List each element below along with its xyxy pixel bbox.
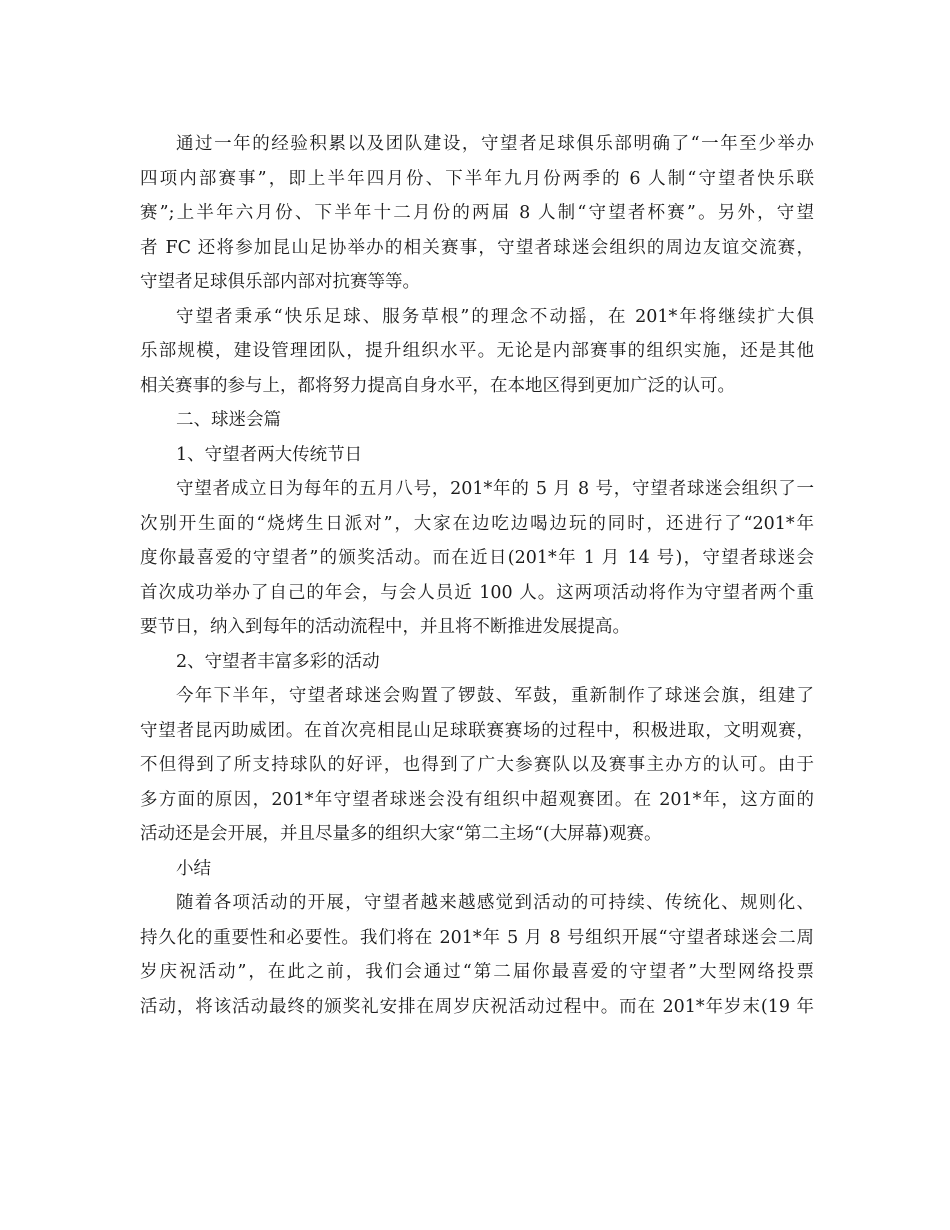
paragraph-3-line-1: 守望者成立日为每年的五月八号，201*年的 5 月 8 号，守望者球迷会组织了一 [176, 479, 814, 499]
paragraph-3-line-4: 首次成功举办了自己的年会，与会人员近 100 人。这两项活动将作为守望者两个重 [140, 582, 814, 603]
paragraph-1-line-3: 赛”;上半年六月份、下半年十二月份的两届 8 人制“守望者杯赛”。另外，守望 [140, 203, 814, 223]
paragraph-5-line-3: 岁庆祝活动”，在此之前，我们会通过“第二届你最喜爱的守望者”大型网络投票 [140, 962, 814, 982]
document-body [140, 127, 814, 1024]
paragraph-5-line-2: 持久化的重要性和必要性。我们将在 201*年 5 月 8 号组织开展“守望者球迷会二周 [140, 927, 814, 948]
subsection-heading-2: 2、守望者丰富多彩的活动 [176, 651, 380, 672]
paragraph-4-line-2: 守望者昆丙助威团。在首次亮相昆山足球联赛赛场的过程中，积极进取，文明观赛， [140, 720, 814, 741]
paragraph-2-line-1: 守望者秉承“快乐足球、服务草根”的理念不动摇，在 201*年将继续扩大俱 [176, 306, 814, 327]
paragraph-3-line-3: 度你最喜爱的守望者”的颁奖活动。而在近日(201*年 1 月 14 号)，守望者球迷会 [140, 548, 814, 568]
paragraph-3-line-2: 次别开生面的“烧烤生日派对”，大家在边吃边喝边玩的同时，还进行了“201*年 [140, 513, 814, 534]
paragraph-2-line-2: 乐部规模，建设管理团队，提升组织水平。无论是内部赛事的组织实施，还是其他 [140, 341, 814, 361]
paragraph-4-line-3: 不但得到了所支持球队的好评，也得到了广大参赛队以及赛事主办方的认可。由于 [140, 755, 814, 775]
paragraph-1-line-4: 者 FC 还将参加昆山足协举办的相关赛事，守望者球迷会组织的周边友谊交流赛， [140, 237, 814, 258]
paragraph-1-line-2: 四项内部赛事”，即上半年四月份、下半年九月份两季的 6 人制“守望者快乐联 [140, 168, 814, 189]
summary-heading: 小结 [176, 858, 211, 879]
paragraph-2-line-3: 相关赛事的参与上，都将努力提高自身水平，在本地区得到更加广泛的认可。 [140, 375, 735, 396]
subsection-heading-1: 1、守望者两大传统节日 [176, 444, 363, 465]
paragraph-3-line-5: 要节日，纳入到每年的活动流程中，并且将不断推进发展提高。 [140, 617, 630, 637]
paragraph-1-line-1: 通过一年的经验积累以及团队建设，守望者足球俱乐部明确了“一年至少举办 [176, 134, 814, 154]
paragraph-4-line-5: 活动还是会开展，并且尽量多的组织大家“第二主场“(大屏幕)观赛。 [140, 824, 662, 844]
paragraph-5-line-4: 活动，将该活动最终的颁奖礼安排在周岁庆祝活动过程中。而在 201*年岁末(19 年 [140, 996, 814, 1017]
paragraph-4-line-1: 今年下半年，守望者球迷会购置了锣鼓、军鼓，重新制作了球迷会旗，组建了 [176, 686, 814, 706]
paragraph-5-line-1: 随着各项活动的开展，守望者越来越感觉到活动的可持续、传统化、规则化、 [176, 893, 814, 913]
section-heading: 二、球迷会篇 [176, 410, 281, 430]
paragraph-4-line-4: 多方面的原因，201*年守望者球迷会没有组织中超观赛团。在 201*年，这方面的 [140, 789, 814, 810]
paragraph-1-line-5: 守望者足球俱乐部内部对抗赛等等。 [140, 272, 420, 292]
